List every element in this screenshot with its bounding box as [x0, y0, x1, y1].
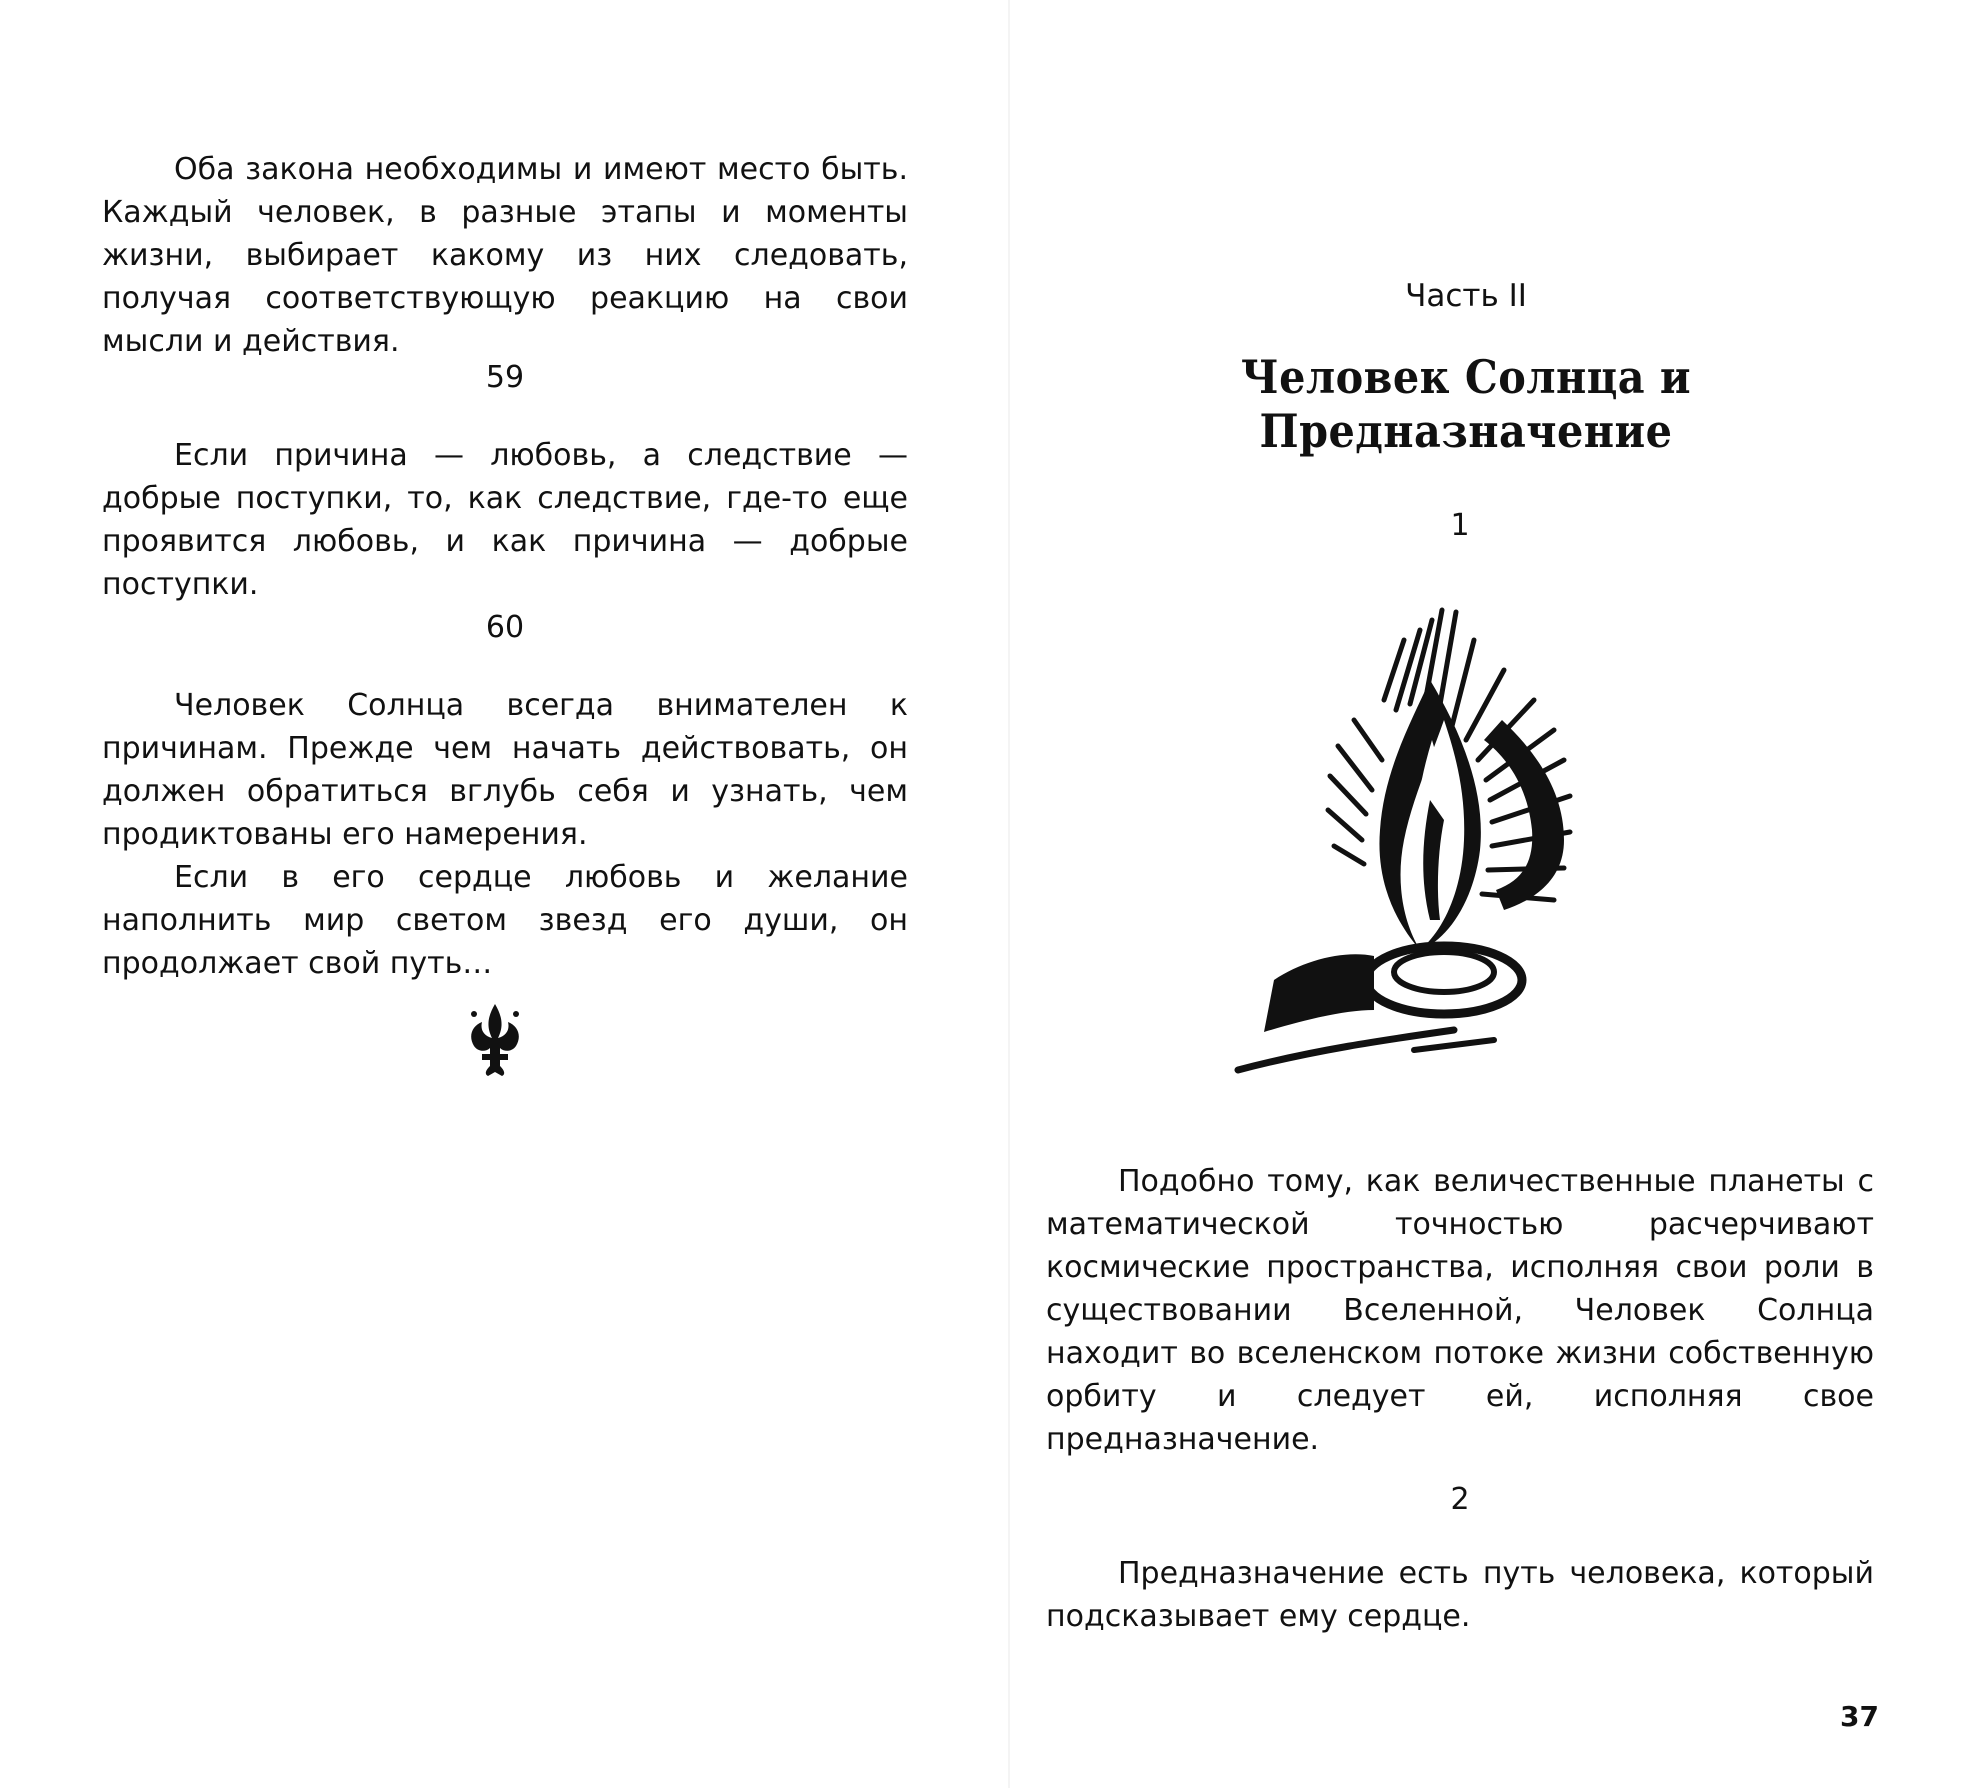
left-paragraph-intro [102, 148, 908, 363]
section-number: 1 [1450, 508, 1470, 543]
right-page [1010, 0, 1973, 1788]
paragraph: Если в его сердце любовь и желание наполнить мир светом звезд его души, он продолжает свой путь… [102, 860, 908, 981]
paragraph: Человек Солнца всегда внимателен к причинам. Прежде чем начать действовать, он должен обратиться вглубь себя и узнать, чем продиктованы его намерения. [102, 688, 908, 852]
paragraph: Предназначение есть путь человека, который подсказывает ему сердце. [1046, 1556, 1874, 1634]
part-label: Часть II [1405, 278, 1527, 314]
paragraph: Если причина — любовь, а следствие — добрые поступки, то, как следствие, где-то еще проявится любовь, и как причина — добрые поступки. [102, 438, 908, 602]
right-paragraph-2 [1046, 1552, 1874, 1638]
right-paragraph-1 [1046, 1160, 1874, 1461]
left-section-60 [102, 608, 908, 648]
chapter-title: Человек Солнца и Предназначение [1240, 350, 1692, 458]
section-number: 2 [1450, 1482, 1470, 1517]
paragraph: Подобно тому, как величественные планеты с математической точностью расчерчивают космические пространства, исполняя свои роли в существовании Вселенной, Человек Солнца находит во вселенском потоке жизни собственную орбиту и следует ей, исполняя свое предназначение. [1046, 1164, 1874, 1457]
section-number: 60 [485, 610, 525, 645]
flame-in-bowl-illustration [1234, 600, 1674, 1080]
left-paragraph-59 [102, 434, 908, 606]
left-paragraphs-60 [102, 684, 908, 985]
right-section-1 [1046, 506, 1874, 546]
page-number: 37 [1840, 1700, 1879, 1733]
section-number: 59 [485, 360, 525, 395]
paragraph: Оба закона необходимы и имеют место быть. Каждый человек, в разные этапы и моменты жизни, выбирает какому из них следовать, получая соответствующую реакцию на свои мысли и действия. [102, 152, 908, 359]
fleur-de-lis-icon [462, 1002, 528, 1078]
left-section-59 [102, 358, 908, 398]
right-section-2 [1046, 1480, 1874, 1520]
